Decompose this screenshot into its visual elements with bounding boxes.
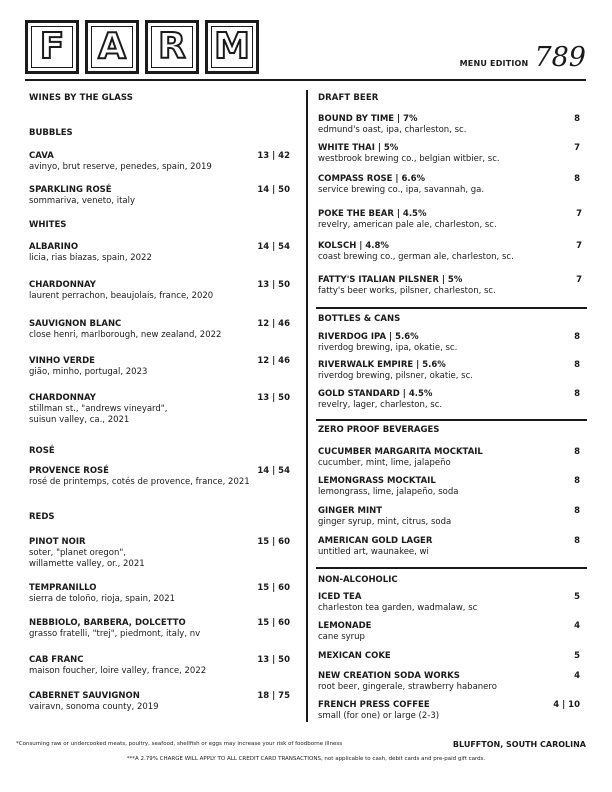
item-desc: gião, minho, portugal, 2023 xyxy=(29,367,148,377)
header-rule xyxy=(25,79,586,81)
item-desc-line2: suisun valley, ca., 2021 xyxy=(29,415,130,425)
item-desc: sierra de toloño, rioja, spain, 2021 xyxy=(29,594,176,604)
item-name: CAVA xyxy=(29,151,54,161)
menu-item xyxy=(318,143,500,165)
item-name: ALBARINO xyxy=(29,242,79,252)
item-desc: rosé de printemps, cotés de provence, france, 2021 xyxy=(29,477,250,487)
item-price: 15 | 60 xyxy=(257,537,290,547)
menu-item xyxy=(318,621,371,643)
item-desc: licia, rias biazas, spain, 2022 xyxy=(29,253,152,263)
item-price: 8 xyxy=(574,536,580,546)
bubbles-heading: BUBBLES xyxy=(29,128,73,138)
menu-item xyxy=(29,151,212,173)
item-desc: coast brewing co., german ale, charleston, sc. xyxy=(318,252,514,262)
item-price: 14 | 54 xyxy=(257,466,290,476)
item-price: 12 | 46 xyxy=(257,319,290,329)
rose-heading: ROSÉ xyxy=(29,446,55,456)
farm-logo xyxy=(25,20,259,74)
item-name: CABERNET SAUVIGNON xyxy=(29,691,140,701)
menu-item xyxy=(318,275,496,297)
item-price: 7 xyxy=(576,241,582,251)
item-desc: small (for one) or large (2-3) xyxy=(318,711,440,721)
item-price: 7 xyxy=(576,275,582,285)
item-name: ICED TEA xyxy=(318,592,362,602)
item-name: COMPASS ROSE | 6.6% xyxy=(318,174,426,184)
logo-box-f xyxy=(25,20,79,74)
item-desc: revelry, lager, charleston, sc. xyxy=(318,400,443,410)
reds-heading: REDS xyxy=(29,512,55,522)
item-name: GINGER MINT xyxy=(318,506,383,516)
item-price: 4 xyxy=(574,671,580,681)
item-price: 8 xyxy=(574,360,580,370)
item-price: 7 xyxy=(576,209,582,219)
item-desc: riverdog brewing, ipa, okatie, sc. xyxy=(318,343,458,353)
logo-box-a xyxy=(85,20,139,74)
menu-item xyxy=(29,185,135,207)
item-name: CUCUMBER MARGARITA MOCKTAIL xyxy=(318,447,483,457)
item-name: FATTY'S ITALIAN PILSNER | 5% xyxy=(318,275,463,285)
logo-box-m xyxy=(205,20,259,74)
item-price: 5 xyxy=(574,592,580,602)
item-name: WHITE THAI | 5% xyxy=(318,143,399,153)
item-desc: riverdog brewing, pilsner, okatie, sc. xyxy=(318,371,473,381)
menu-item xyxy=(318,174,484,196)
item-name: TEMPRANILLO xyxy=(29,583,97,593)
item-name: MEXICAN COKE xyxy=(318,651,391,661)
wines-title: WINES BY THE GLASS xyxy=(29,93,133,103)
item-desc: grasso fratelli, "trej", piedmont, italy, nv xyxy=(29,629,201,639)
item-price: 13 | 50 xyxy=(257,655,290,665)
item-price: 8 xyxy=(574,174,580,184)
menu-item xyxy=(318,506,451,528)
menu-item xyxy=(29,319,221,341)
whites-heading: WHITES xyxy=(29,220,67,230)
edition-number: 789 xyxy=(534,42,586,73)
column-divider xyxy=(306,90,308,722)
item-desc: westbrook brewing co., belgian witbier, sc. xyxy=(318,154,500,164)
item-price: 8 xyxy=(574,114,580,124)
item-name: RIVERWALK EMPIRE | 5.6% xyxy=(318,360,446,370)
item-desc: close henri, marlborough, new zealand, 2022 xyxy=(29,330,222,340)
menu-item xyxy=(29,242,152,264)
location: BLUFFTON, SOUTH CAROLINA xyxy=(452,740,586,749)
menu-item xyxy=(318,389,442,411)
menu-item xyxy=(29,691,159,713)
item-desc: ginger syrup, mint, citrus, soda xyxy=(318,517,452,527)
item-name: LEMONGRASS MOCKTAIL xyxy=(318,476,436,486)
item-price: 8 xyxy=(574,447,580,457)
menu-item xyxy=(318,447,483,469)
menu-item xyxy=(318,476,458,498)
item-name: NEW CREATION SODA WORKS xyxy=(318,671,460,681)
menu-item xyxy=(318,536,432,558)
item-price: 5 xyxy=(574,651,580,661)
item-desc: untitled art, waunakee, wi xyxy=(318,547,429,557)
item-name: KOLSCH | 4.8% xyxy=(318,241,389,251)
bottles-heading: BOTTLES & CANS xyxy=(318,314,401,324)
item-price: 12 | 46 xyxy=(257,356,290,366)
item-name: BOUND BY TIME | 7% xyxy=(318,114,418,124)
logo-letter: R xyxy=(158,26,186,67)
item-desc: lemongrass, lime, jalapeño, soda xyxy=(318,487,459,497)
item-name: FRENCH PRESS COFFEE xyxy=(318,700,430,710)
item-desc: service brewing co., ipa, savannah, ga. xyxy=(318,185,485,195)
non-alcoholic-heading: NON-ALCOHOLIC xyxy=(318,575,398,585)
item-name: RIVERDOG IPA | 5.6% xyxy=(318,332,419,342)
item-desc: fatty's beer works, pilsner, charleston, sc. xyxy=(318,286,496,296)
item-desc: root beer, gingerale, strawberry habanero xyxy=(318,682,497,692)
menu-item xyxy=(318,332,457,354)
item-price: 13 | 50 xyxy=(257,280,290,290)
menu-item xyxy=(318,360,473,382)
item-desc: avinyo, brut reserve, penedes, spain, 2019 xyxy=(29,162,212,172)
item-price: 7 xyxy=(574,143,580,153)
item-price: 13 | 50 xyxy=(257,393,290,403)
menu-item xyxy=(29,356,147,378)
menu-item xyxy=(318,209,497,231)
item-price: 15 | 60 xyxy=(257,618,290,628)
item-name: AMERICAN GOLD LAGER xyxy=(318,536,433,546)
menu-item xyxy=(29,618,200,640)
menu-item xyxy=(318,114,466,136)
item-desc: laurent perrachon, beaujolais, france, 2020 xyxy=(29,291,214,301)
edition-label: MENU EDITION xyxy=(459,59,529,68)
menu-item xyxy=(29,583,175,605)
item-name: VINHO VERDE xyxy=(29,356,95,366)
logo-letter: M xyxy=(214,26,250,67)
item-price: 13 | 42 xyxy=(257,151,290,161)
item-name: CAB FRANC xyxy=(29,655,84,665)
item-price: 14 | 54 xyxy=(257,242,290,252)
item-desc: revelry, american pale ale, charleston, sc. xyxy=(318,220,497,230)
item-desc: cane syrup xyxy=(318,632,365,642)
item-price: 8 xyxy=(574,332,580,342)
item-name: GOLD STANDARD | 4.5% xyxy=(318,389,433,399)
menu-item xyxy=(318,671,497,693)
item-name: NEBBIOLO, BARBERA, DOLCETTO xyxy=(29,618,186,628)
item-desc: cucumber, mint, lime, jalapeño xyxy=(318,458,451,468)
section-rule xyxy=(316,419,587,421)
item-desc: soter, "planet oregon", xyxy=(29,548,126,558)
menu-item xyxy=(318,592,477,614)
item-price: 14 | 50 xyxy=(257,185,290,195)
item-desc-line2: willamette valley, or., 2021 xyxy=(29,559,145,569)
menu-item xyxy=(29,280,213,302)
item-price: 4 xyxy=(574,621,580,631)
logo-letter: A xyxy=(98,26,126,67)
item-desc: sommariva, veneto, italy xyxy=(29,196,136,206)
menu-edition xyxy=(460,44,586,71)
logo-box-r xyxy=(145,20,199,74)
menu-item xyxy=(29,466,250,488)
logo-letter: F xyxy=(39,26,65,67)
credit-card-notice: ***A 2.79% CHARGE WILL APPLY TO ALL CREDIT CARD TRANSACTIONS, not applicable to cash, debit cards and pre-paid gift cards. xyxy=(126,756,486,762)
menu-item xyxy=(29,393,167,426)
item-desc: charleston tea garden, wadmalaw, sc xyxy=(318,603,478,613)
item-price: 4 | 10 xyxy=(553,700,580,710)
item-name: PINOT NOIR xyxy=(29,537,86,547)
item-desc: maison foucher, loire valley, france, 2022 xyxy=(29,666,207,676)
item-name: CHARDONNAY xyxy=(29,393,96,403)
section-rule xyxy=(316,307,587,309)
zero-proof-heading: ZERO PROOF BEVERAGES xyxy=(318,425,440,435)
health-disclaimer: *Consuming raw or undercooked meats, poultry, seafood, shellfish or eggs may increase your risk of foodborne illness xyxy=(16,741,343,747)
item-price: 8 xyxy=(574,389,580,399)
item-price: 18 | 75 xyxy=(257,691,290,701)
item-price: 8 xyxy=(574,506,580,516)
item-name: PROVENCE ROSÉ xyxy=(29,466,109,476)
item-name: POKE THE BEAR | 4.5% xyxy=(318,209,427,219)
menu-item xyxy=(318,651,391,662)
item-name: SPARKLING ROSÉ xyxy=(29,185,112,195)
item-desc: edmund's oast, ipa, charleston, sc. xyxy=(318,125,467,135)
menu-item xyxy=(318,700,439,722)
menu-item xyxy=(29,537,145,570)
item-name: LEMONADE xyxy=(318,621,372,631)
section-rule xyxy=(316,567,587,569)
item-desc: vairavn, sonoma county, 2019 xyxy=(29,702,159,712)
item-name: SAUVIGNON BLANC xyxy=(29,319,122,329)
menu-item xyxy=(318,241,514,263)
item-name: CHARDONNAY xyxy=(29,280,96,290)
item-price: 15 | 60 xyxy=(257,583,290,593)
item-price: 8 xyxy=(574,476,580,486)
item-desc: stillman st., "andrews vineyard", xyxy=(29,404,168,414)
draft-heading: DRAFT BEER xyxy=(318,93,379,103)
menu-item xyxy=(29,655,206,677)
